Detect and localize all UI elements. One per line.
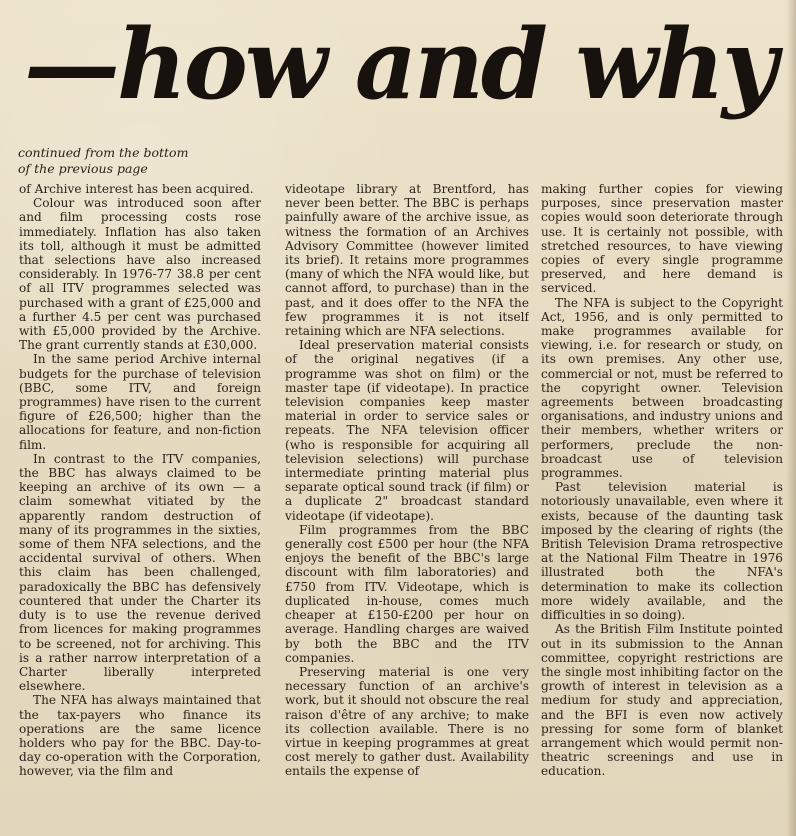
paragraph: The NFA is subject to the Copyright Act, 1956, and is only permitted to make programmes available for viewing, i.e. for research or study, on its own premises. Any other use, commercial or not, must be referred to the copyright owner. Television agreements between broadcasting organisations, and industry unions and their members, whether writers or performers, preclude the non-broadcast use of television programmes. [541,295,783,481]
continued-note [18,145,248,177]
article-column-1 [19,182,261,832]
paragraph: In contrast to the ITV companies, the BBC has always claimed to be keeping an archive of its own — a claim somewhat vitiated by the apparently random destruction of many of its programmes in the sixties, some of them NFA selections, and the accidental survival of others. When this claim has been challenged, paradoxically the BBC has defensively countered that under the Charter its duty is to use the revenue derived from licences for making programmes to be screened, not for archiving. This is a rather narrow interpretation of a Charter liberally interpreted elsewhere. [19,451,261,694]
paragraph: Past television material is notoriously unavailable, even where it exists, because of the daunting task imposed by the clearing of rights (the British Television Drama retrospective at the National Film Theatre in 1976 illustrated both the NFA's determination to make its collection more widely available, and the difficulties in so doing). [541,480,783,623]
paragraph: In the same period Archive internal budgets for the purchase of television (BBC, some ITV, and foreign programmes) have risen to the current figure of £26,500; higher than the allocations for feature, and non-fiction film. [19,352,261,452]
continued-note-line: continued from the bottom [18,145,189,160]
paragraph: As the British Film Institute pointed out in its submission to the Annan committee, copyright restrictions are the single most inhibiting factor on the growth of interest in television as a medium for study and appreciation, and the BFI is even now actively pressing for some form of blanket arrangement which would permit non-theatric screenings and use in education. [541,622,783,779]
page-edge-shadow [786,0,796,836]
paragraph: Film programmes from the BBC generally cost £500 per hour (the NFA enjoys the benefit of the BBC's large discount with film laboratories) and £750 from ITV. Videotape, which is duplicated in-house, comes much cheaper at £150-£200 per hour on average. Handling charges are waived by both the BBC and the ITV companies. [285,522,529,665]
paragraph: of Archive interest has been acquired. [19,182,254,196]
paragraph: The NFA has always maintained that the tax-payers who finance its operations are the same licence holders who pay for the BBC. Day-to-day co-operation with the Corporation, however, via the film and [19,693,261,779]
headline: —how and why [24,8,775,121]
article-column-3 [541,182,783,832]
article-column-2 [285,182,529,832]
paragraph: videotape library at Brentford, has never been better. The BBC is perhaps painfully aware of the archive issue, as witness the formation of an Archives Advisory Committee (however limited its brief). It retains more programmes (many of which the NFA would like, but cannot afford, to purchase) than in the past, and it does offer to the NFA the few programmes it is not itself retaining which are NFA selections. [285,182,529,339]
paragraph: making further copies for viewing purposes, since preservation master copies would soon deteriorate through use. It is certainly not possible, with stretched resources, to have viewing copies of every single programme preserved, and here demand is serviced. [541,182,783,296]
continued-note-line: of the previous page [18,161,148,176]
paragraph: Preserving material is one very necessary function of an archive's work, but it should not obscure the real raison d'être of any archive; to make its collection available. There is no virtue in keeping programmes at great cost merely to gather dust. Availability entails the expense of [285,664,529,779]
paragraph: Ideal preservation material consists of the original negatives (if a programme was shot on film) or the master tape (if videotape). In practice television companies keep master material in order to service sales or repeats. The NFA television officer (who is responsible for acquiring all television selections) will purchase intermediate printing material plus separate optical sound track (if film) or a duplicate 2" broadcast standard videotape (if videotape). [285,338,529,523]
paragraph: Colour was introduced soon after and film processing costs rose immediately. Inflation has also taken its toll, although it must be admitted that selections have also increased considerably. In 1976-77 38.8 per cent of all ITV programmes selected was purchased with a grant of £25,000 and a further 4.5 per cent was purchased with £5,000 provided by the Archive. The grant currently stands at £30,000. [19,196,261,353]
